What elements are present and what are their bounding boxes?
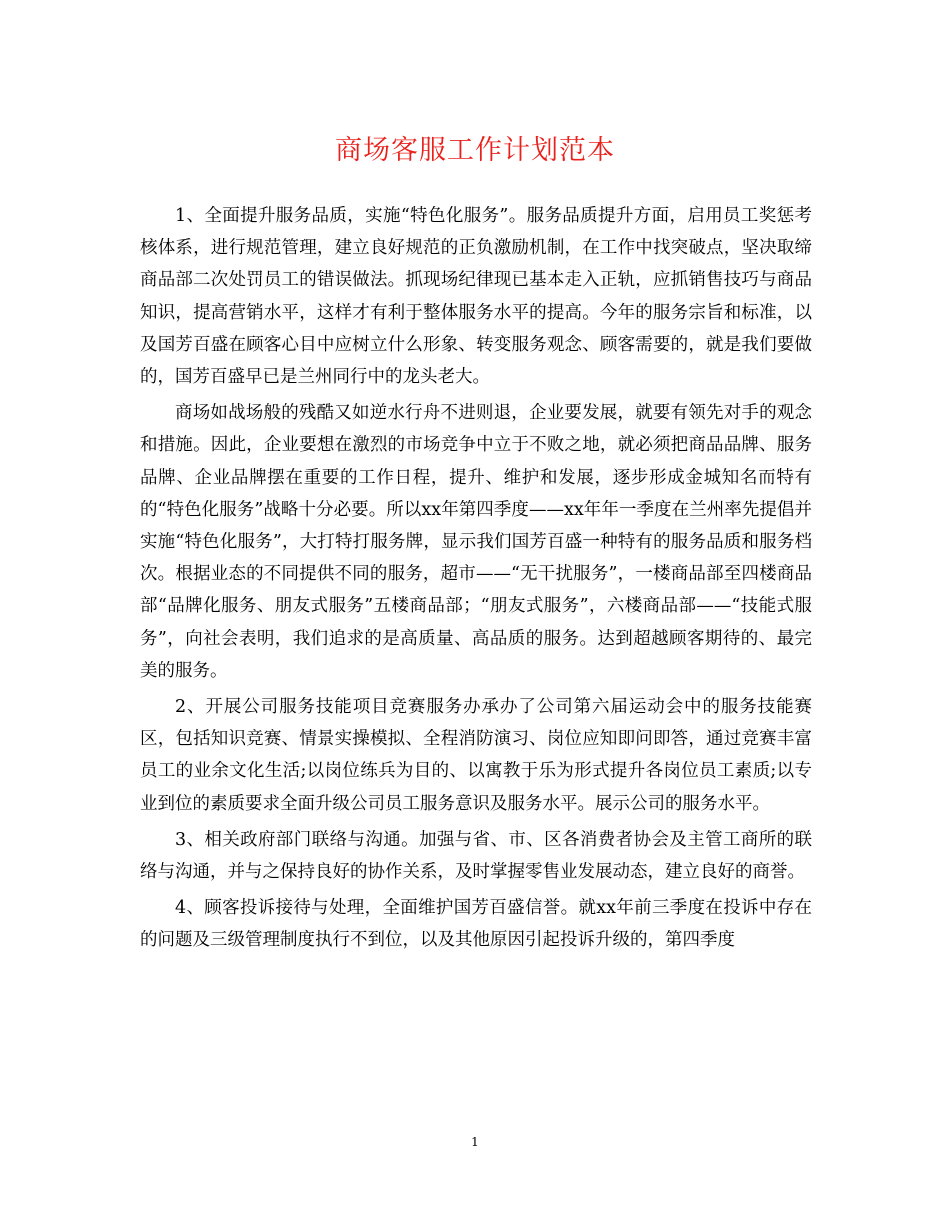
document-body [140,200,812,961]
paragraph-1: 1、全面提升服务品质，实施“特色化服务”。服务品质提升方面，启用员工奖惩考核体系，进行规范管理，建立良好规范的正负激励机制，在工作中找突破点，坚决取缔商品部二次处罚员工的错误做法。抓现场纪律现已基本走入正轨，应抓销售技巧与商品知识，提高营销水平，这样才有利于整体服务水平的提高。今年的服务宗旨和标准，以及国芳百盛在顾客心目中应树立什么形象、转变服务观念、顾客需要的，就是我们要做的，国芳百盛早已是兰州同行中的龙头老大。 [140,206,812,388]
paragraph-4: 3、相关政府部门联络与沟通。加强与省、市、区各消费者协会及主管工商所的联络与沟通，并与之保持良好的协作关系，及时掌握零售业发展动态，建立良好的商誉。 [140,829,812,883]
paragraph-3: 2、开展公司服务技能项目竞赛服务办承办了公司第六届运动会中的服务技能赛区，包括知识竞赛、情景实操模拟、全程消防演习、岗位应知即问即答，通过竞赛丰富员工的业余文化生活;以岗位练兵为目的、以寓教于乐为形式提升各岗位员工素质;以专业到位的素质要求全面升级公司员工服务意识及服务水平。展示公司的服务水平。 [140,697,812,814]
paragraph-2: 商场如战场般的残酷又如逆水行舟不进则退，企业要发展，就要有领先对手的观念和措施。因此，企业要想在激烈的市场竞争中立于不败之地，就必须把商品品牌、服务品牌、企业品牌摆在重要的工作日程，提升、维护和发展，逐步形成金城知名而特有的“特色化服务”战略十分必要。所以xx年第四季度——xx年年一季度在兰州率先提倡并实施“特色化服务”，大打特打服务牌，显示我们国芳百盛一种特有的服务品质和服务档次。根据业态的不同提供不同的服务，超市——“无干扰服务”，一楼商品部至四楼商品部“品牌化服务、朋友式服务”五楼商品部；“朋友式服务”，六楼商品部——“技能式服务”，向社会表明，我们追求的是高质量、高品质的服务。达到超越顾客期待的、最完美的服务。 [140,403,812,681]
paragraph-5: 4、顾客投诉接待与处理，全面维护国芳百盛信誉。就xx年前三季度在投诉中存在的问题及三级管理制度执行不到位，以及其他原因引起投诉升级的，第四季度 [140,898,812,951]
document-title: 商场客服工作计划范本 [335,135,615,166]
page-number: 1 [471,1135,479,1149]
